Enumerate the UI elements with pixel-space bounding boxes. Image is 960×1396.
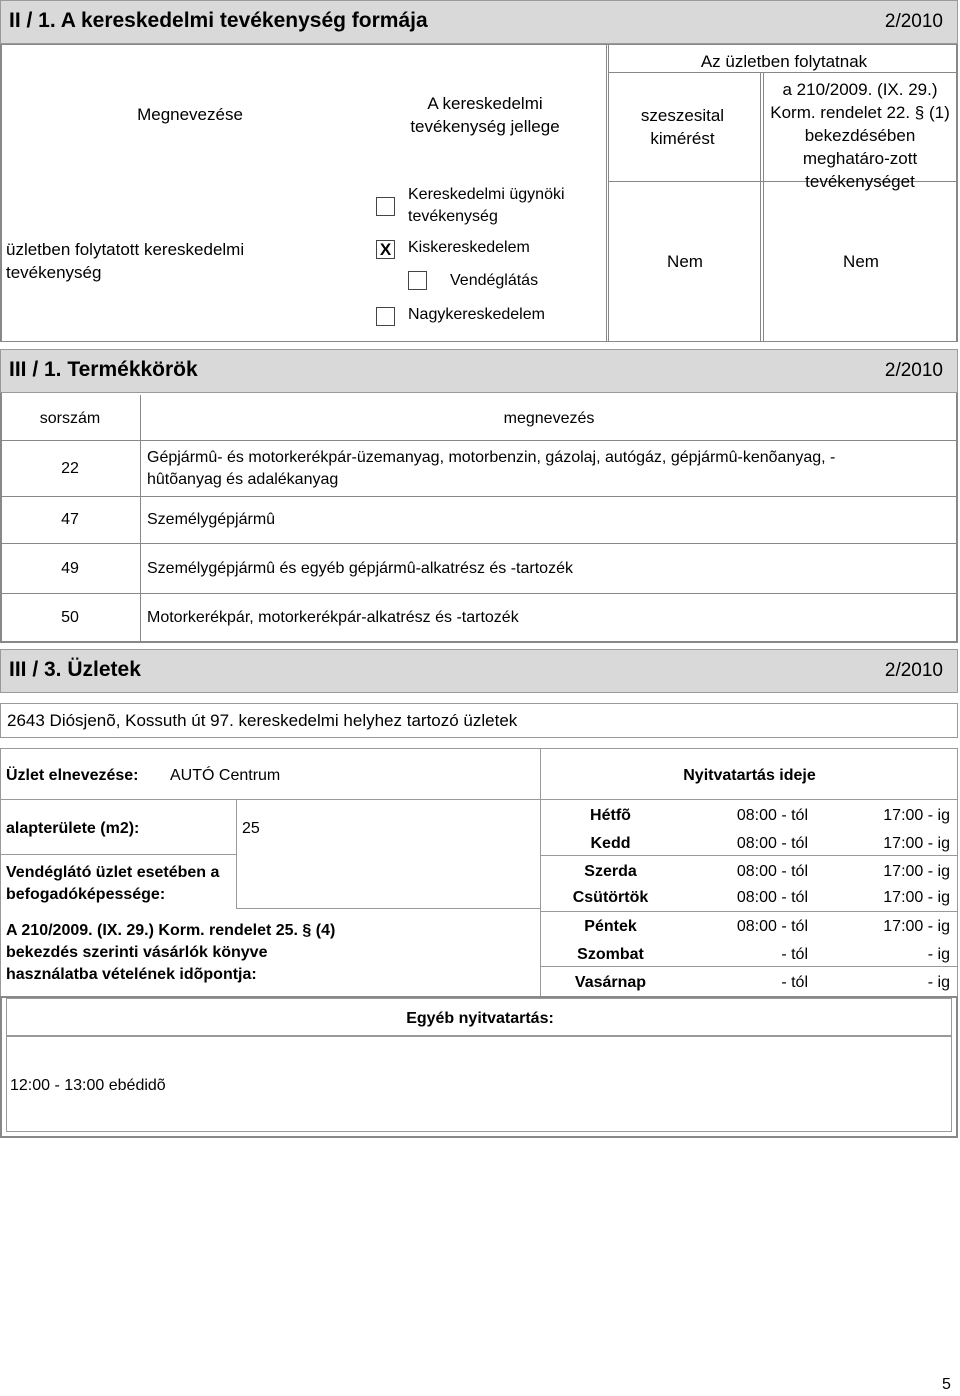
opening-time: 08:00 - tól <box>736 918 808 935</box>
closing-time: 17:00 - ig <box>883 918 950 935</box>
day-name: Szombat <box>577 946 644 963</box>
opening-time: 08:00 - tól <box>736 863 808 880</box>
product-name: Gépjármû- és motorkerékpár-üzemanyag, motorbenzin, gázolaj, autógáz, gépjármû-kenõanyag, -hûtõanyag és adalékanyag <box>147 449 836 488</box>
shop-name-value: AUTÓ Centrum <box>170 767 281 784</box>
product-number: 50 <box>61 609 79 626</box>
product-number: 47 <box>61 511 79 528</box>
alcohol-value: Nem <box>667 252 703 271</box>
closing-time: - ig <box>927 946 950 963</box>
day-name: Kedd <box>590 835 631 852</box>
complaint-book-label: A 210/2009. (IX. 29.) Korm. rendelet 25. § (4) bekezdés szerinti vásárlók könyve használatba vételének idõpontja: <box>6 922 336 983</box>
opening-hours-header: Nyitvatartás ideje <box>683 767 816 784</box>
section-header-products <box>0 349 958 393</box>
closing-time: 17:00 - ig <box>883 807 950 824</box>
row-label-activity: üzletben folytatott kereskedelmi tevékenység <box>6 240 245 282</box>
page-number: 5 <box>942 1376 951 1393</box>
option-label-wholesale: Nagykereskedelem <box>408 306 545 323</box>
option-label-catering: Vendéglátás <box>450 272 539 289</box>
day-name: Szerda <box>584 863 637 880</box>
regulated-activity-value: Nem <box>843 252 879 271</box>
product-name: Motorkerékpár, motorkerékpár-alkatrész és -tartozék <box>147 609 519 626</box>
column-header-name: Megnevezése <box>137 105 243 124</box>
section-year: 2/2010 <box>884 360 943 381</box>
day-name: Vasárnap <box>574 974 647 991</box>
product-number: 49 <box>61 560 79 577</box>
closing-time: 17:00 - ig <box>883 835 950 852</box>
section-year: 2/2010 <box>884 11 943 32</box>
day-name: Péntek <box>584 918 637 935</box>
option-label-retail: Kiskereskedelem <box>408 239 530 256</box>
option-label-agent: Kereskedelmi ügynöki tevékenység <box>408 186 565 225</box>
closing-time: - ig <box>927 974 950 991</box>
section-header-activity-form <box>0 0 958 44</box>
section-title: II / 1. A kereskedelmi tevékenység formája <box>9 9 428 32</box>
area-label: alapterülete (m2): <box>6 820 140 837</box>
section-title: III / 1. Termékkörök <box>9 358 198 381</box>
other-hours-label: Egyéb nyitvatartás: <box>406 1010 554 1027</box>
product-number: 22 <box>61 460 79 477</box>
checkbox-agent[interactable] <box>376 197 395 216</box>
checkbox-wholesale[interactable] <box>376 307 395 326</box>
opening-time: - tól <box>781 946 808 963</box>
opening-time: 08:00 - tól <box>736 807 808 824</box>
shop-name-label: Üzlet elnevezése: <box>6 767 139 784</box>
product-name: Személygépjármû <box>147 511 276 528</box>
other-hours-value: 12:00 - 13:00 ebédidõ <box>10 1077 166 1094</box>
column-header-activity-type: A kereskedelmi tevékenység jellege <box>410 94 560 136</box>
opening-time: 08:00 - tól <box>736 889 808 906</box>
closing-time: 17:00 - ig <box>883 863 950 880</box>
day-name: Csütörtök <box>572 889 649 906</box>
product-name: Személygépjármû és egyéb gépjármû-alkatrész és -tartozék <box>147 560 573 577</box>
area-value: 25 <box>242 820 260 837</box>
column-header-product-name: megnevezés <box>503 410 595 427</box>
day-name: Hétfõ <box>590 807 631 824</box>
shop-address: 2643 Diósjenõ, Kossuth út 97. kereskedelmi helyhez tartozó üzletek <box>7 711 518 730</box>
column-header-in-shop: Az üzletben folytatnak <box>700 52 868 71</box>
section-title: III / 3. Üzletek <box>9 658 141 681</box>
capacity-label: Vendéglátó üzlet esetében a befogadóképessége: <box>6 864 220 903</box>
shop-address-row <box>0 703 958 738</box>
closing-time: 17:00 - ig <box>883 889 950 906</box>
section-header-shops <box>0 649 958 693</box>
checkbox-catering[interactable] <box>408 271 427 290</box>
column-header-number: sorszám <box>39 410 101 427</box>
checkbox-retail[interactable]: X <box>376 240 395 259</box>
opening-time: 08:00 - tól <box>736 835 808 852</box>
opening-time: - tól <box>781 974 808 991</box>
column-header-alcohol: szeszesital kimérést <box>640 106 725 148</box>
column-header-regulated-activity: a 210/2009. (IX. 29.) Korm. rendelet 22. § (1) bekezdésében meghatáro-zott tevékenységet <box>770 80 950 191</box>
section-year: 2/2010 <box>884 660 943 681</box>
